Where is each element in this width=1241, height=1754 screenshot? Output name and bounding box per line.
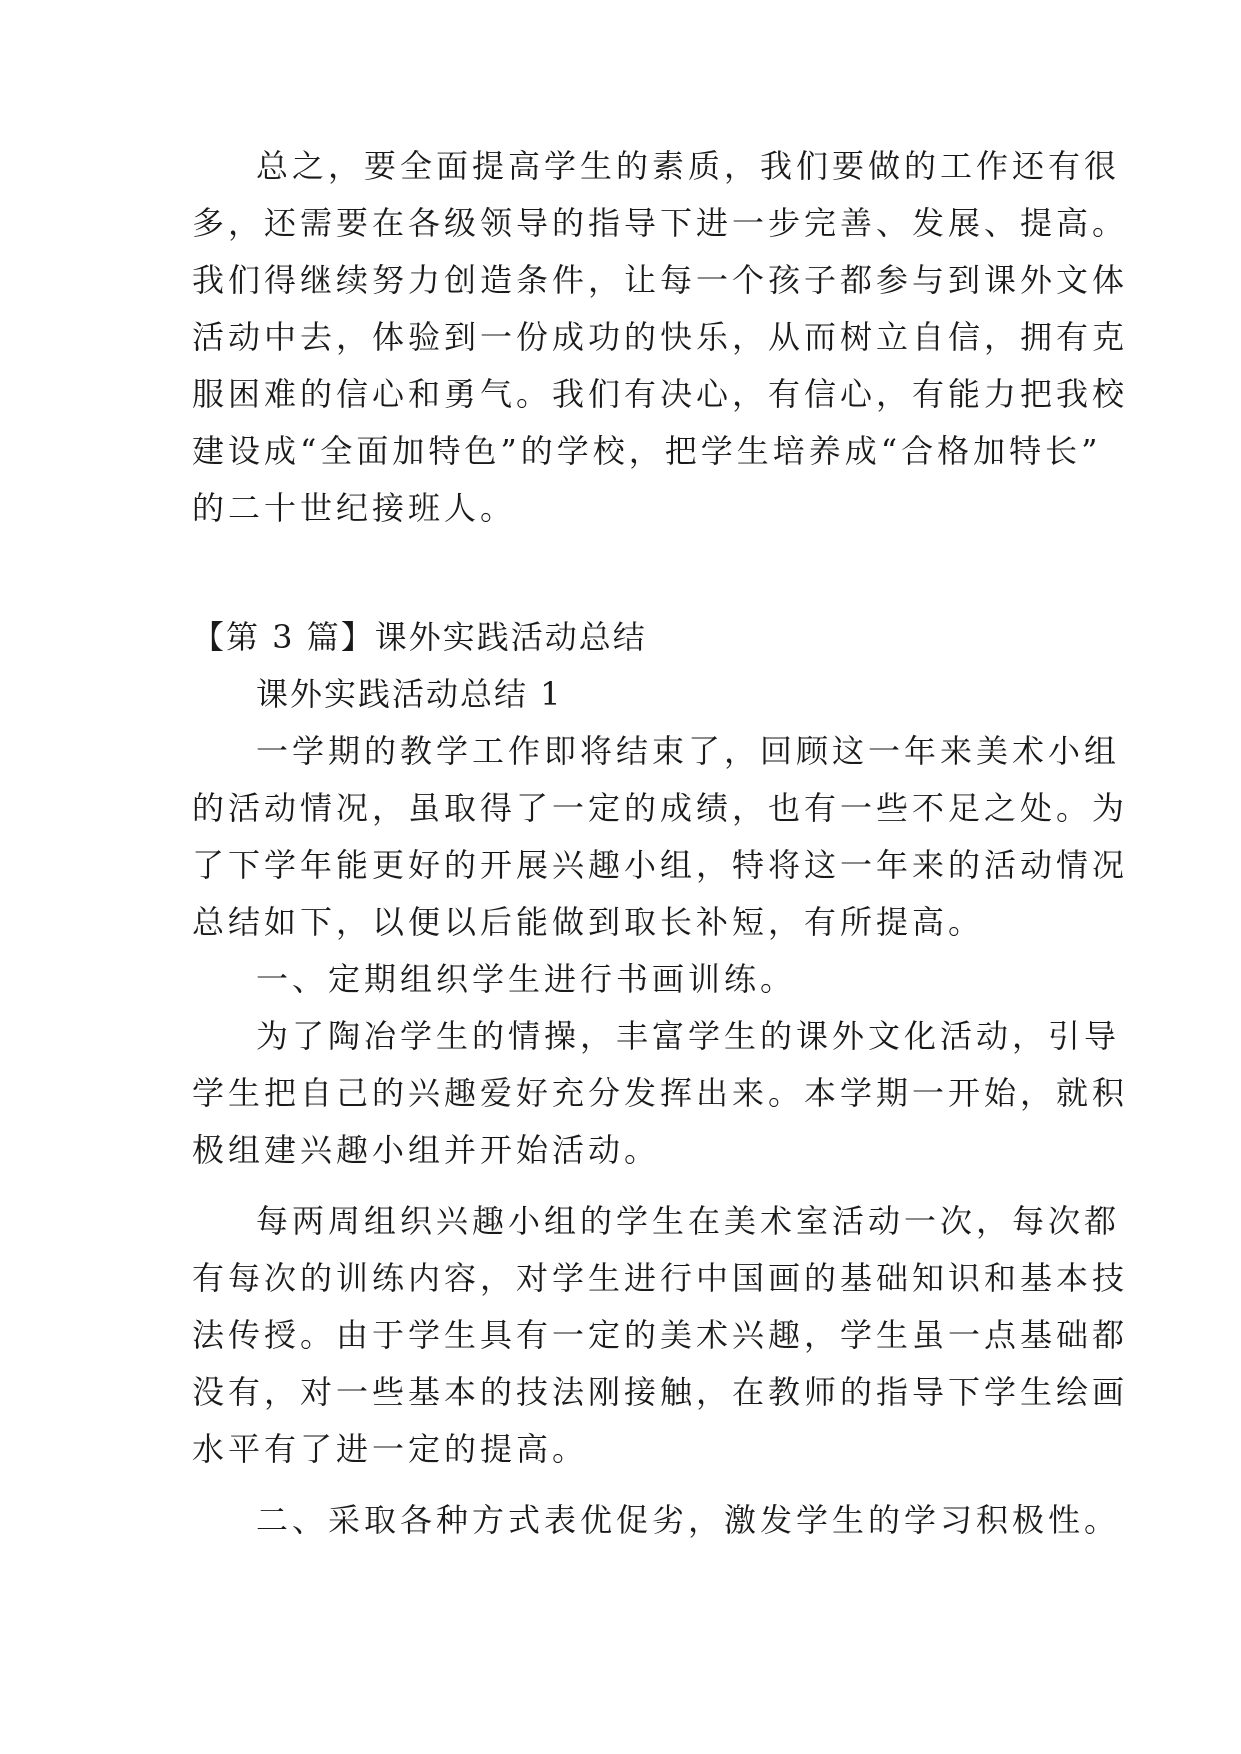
text-line: 学生把自己的兴趣爱好充分发挥出来。本学期一开始，就积: [192, 1074, 1129, 1112]
text-line: 活动中去，体验到一份成功的快乐，从而树立自信，拥有克: [192, 318, 1129, 356]
text-line: 服困难的信心和勇气。我们有决心，有信心，有能力把我校: [192, 375, 1129, 413]
text-line: 多，还需要在各级领导的指导下进一步完善、发展、提高。: [192, 204, 1129, 242]
text-line: 没有，对一些基本的技法刚接触，在教师的指导下学生绘画: [192, 1373, 1129, 1411]
text-line: 了下学年能更好的开展兴趣小组，特将这一年来的活动情况: [192, 846, 1129, 884]
text-line: 有每次的训练内容，对学生进行中国画的基础知识和基本技: [192, 1259, 1129, 1297]
point-one-heading: 一、定期组织学生进行书画训练。: [256, 960, 797, 998]
text-line: 水平有了进一定的提高。: [192, 1430, 589, 1468]
text-line: 一学期的教学工作即将结束了，回顾这一年来美术小组: [256, 732, 1121, 770]
text-line: 总之，要全面提高学生的素质，我们要做的工作还有很: [256, 147, 1121, 185]
text-line: 建设成“全面加特色”的学校，把学生培养成“合格加特长”: [192, 432, 1102, 470]
text-line: 法传授。由于学生具有一定的美术兴趣，学生虽一点基础都: [192, 1316, 1129, 1354]
text-line: 我们得继续努力创造条件，让每一个孩子都参与到课外文体: [192, 261, 1129, 299]
text-line: 为了陶冶学生的情操，丰富学生的课外文化活动，引导: [256, 1017, 1121, 1055]
subtitle: 课外实践活动总结 1: [256, 675, 563, 713]
text-line: 每两周组织兴趣小组的学生在美术室活动一次，每次都: [256, 1202, 1121, 1240]
section-heading: 【第 3 篇】课外实践活动总结: [192, 618, 647, 656]
text-line: 的活动情况，虽取得了一定的成绩，也有一些不足之处。为: [192, 789, 1129, 827]
text-line: 的二十世纪接班人。: [192, 489, 517, 527]
text-line: 总结如下，以便以后能做到取长补短，有所提高。: [192, 903, 985, 941]
point-two-heading: 二、采取各种方式表优促劣，激发学生的学习积极性。: [256, 1501, 1121, 1539]
text-line: 极组建兴趣小组并开始活动。: [192, 1131, 661, 1169]
